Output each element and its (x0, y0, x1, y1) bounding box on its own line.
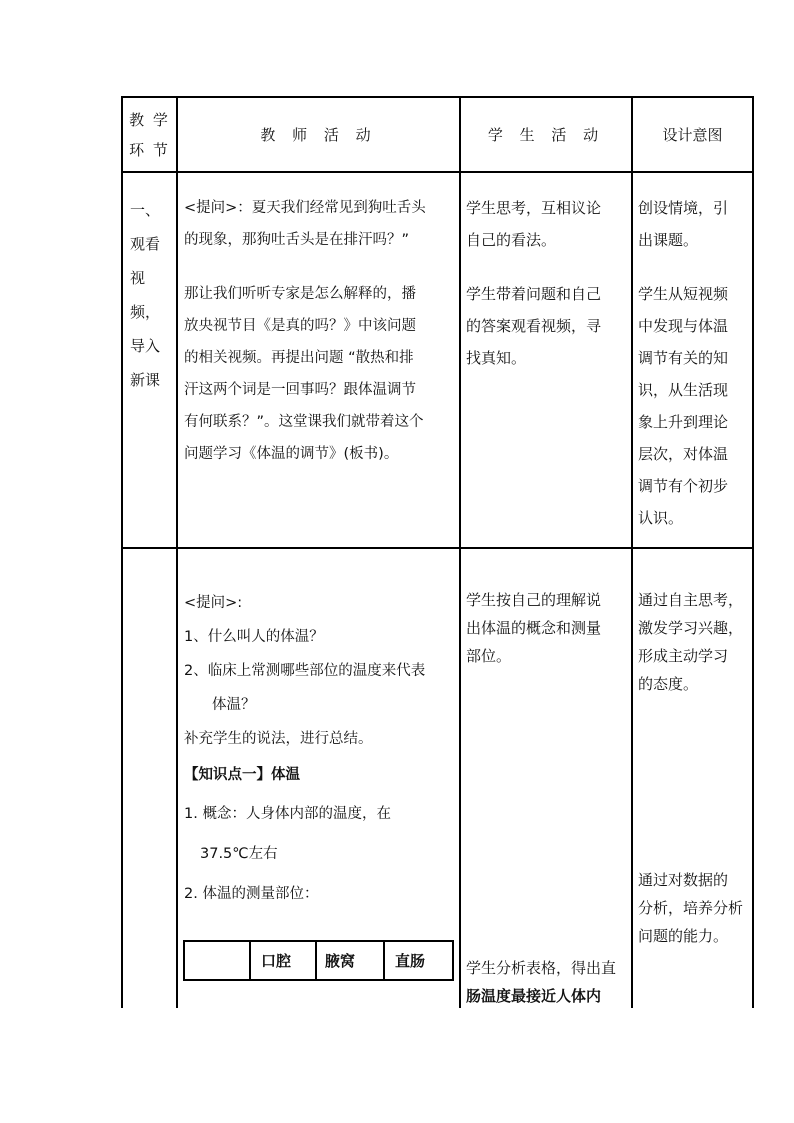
row1-student-activity (466, 192, 628, 374)
student-line: 学生带着问题和自己 (466, 285, 602, 303)
student-line: 自己的看法。 (466, 231, 557, 249)
intent-line: 识，从生活现 (638, 381, 729, 399)
measurement-mini-table (183, 940, 454, 981)
header-divider (121, 171, 754, 173)
student-line (466, 256, 628, 278)
student-line: 部位。 (466, 647, 512, 665)
column-divider (631, 96, 633, 1008)
mini-table-divider (383, 942, 385, 979)
header-stage-line: 环 节 (129, 141, 170, 159)
row1-stage (130, 193, 174, 397)
intent-line: 创设情境，引 (638, 199, 729, 217)
row2-design-intent-2 (638, 866, 750, 950)
table-border-right (752, 96, 754, 1008)
intent-line: 象上升到理论 (638, 413, 729, 431)
mini-table-divider (249, 942, 251, 979)
lesson-plan-table (121, 96, 754, 1008)
concept-line-continued: 37.5℃左右 (200, 846, 278, 862)
intent-line: 通过自主思考， (638, 591, 744, 609)
column-divider (459, 96, 461, 1008)
row2-design-intent-1 (638, 586, 750, 698)
mini-table-axilla: 腋窝 (325, 952, 356, 970)
intent-line: 层次，对体温 (638, 445, 729, 463)
teacher-line: 放央视节目《是真的吗？》中该问题 (184, 318, 416, 334)
student-line: 学生按自己的理解说 (466, 591, 602, 609)
intent-line: 中发现与体温 (638, 317, 729, 335)
stage-line: 导入 (130, 337, 161, 355)
intent-line: 调节有关的知 (638, 349, 729, 367)
intent-line: 出课题。 (638, 231, 699, 249)
stage-line: 一、 (130, 201, 161, 219)
stage-line: 视 (130, 269, 146, 287)
stage-line: 新课 (130, 371, 161, 389)
summary-note: 补充学生的说法，进行总结。 (184, 731, 373, 747)
mini-table-divider (315, 942, 317, 979)
question-label: <提问>: (184, 595, 243, 611)
stage-line: 频， (130, 303, 161, 321)
row2-teacher-activity (184, 586, 456, 914)
header-stage-line: 教 学 (129, 111, 170, 129)
header-stage (123, 98, 176, 171)
header-teacher-activity: 教 师 活 动 (260, 126, 377, 144)
question-1: 1、什么叫人的体温？ (184, 629, 324, 645)
row1-teacher-activity (184, 192, 456, 470)
student-line (466, 954, 630, 982)
mini-table-blank-cell (185, 942, 249, 979)
intent-line: 激发学习兴趣， (638, 619, 744, 637)
intent-line: 通过对数据的 (638, 871, 729, 889)
student-line: 的答案观看视频，寻 (466, 317, 602, 335)
mini-table-rectum: 直肠 (395, 952, 426, 970)
question-2: 2、临床上常测哪些部位的温度来代表 (184, 663, 426, 679)
student-line: 肠温度最接近人体内 (466, 987, 602, 1005)
teacher-line: 那让我们听听专家是怎么解释的，播 (184, 286, 416, 302)
knowledge-point-title: 【知识点一】体温 (184, 767, 300, 783)
stage-line: 观看 (130, 235, 161, 253)
student-line: 出体温的概念和测量 (466, 619, 602, 637)
mini-table-oral: 口腔 (261, 952, 292, 970)
header-design-intent: 设计意图 (662, 126, 723, 144)
row2-student-activity-2 (466, 954, 630, 1010)
intent-line: 问题的能力。 (638, 927, 729, 945)
intent-line: 形成主动学习 (638, 647, 729, 665)
intent-line: 调节有个初步 (638, 477, 729, 495)
column-divider (176, 96, 178, 1008)
row-divider (121, 547, 754, 549)
intent-line: 学生从短视频 (638, 285, 729, 303)
student-text: 学生分析表格，得出直 (466, 959, 617, 977)
concept-line: 1. 概念：人身体内部的温度，在 (184, 806, 391, 822)
intent-line: 分析，培养分析 (638, 899, 744, 917)
student-line: 学生思考，互相议论 (466, 199, 602, 217)
student-line: 找真知。 (466, 349, 527, 367)
teacher-line: 的相关视频。再提出问题 “散热和排 (184, 350, 414, 366)
table-border-left (121, 96, 123, 1008)
row1-design-intent (638, 192, 750, 534)
teacher-line: 有何联系？”。这堂课我们就带着这个 (184, 414, 424, 430)
teacher-line: 的现象，那狗吐舌头是在排汗吗？” (184, 232, 410, 248)
measurement-sites-line: 2. 体温的测量部位： (184, 886, 319, 902)
intent-line: 的态度。 (638, 675, 699, 693)
intent-line: 认识。 (638, 509, 684, 527)
teacher-line: 汗这两个词是一回事吗？跟体温调节 (184, 382, 416, 398)
question-2-continued: 体温？ (212, 697, 256, 713)
row2-student-activity-1 (466, 586, 628, 670)
header-student-activity: 学 生 活 动 (487, 126, 605, 144)
teacher-line: 问题学习《体温的调节》(板书)。 (184, 446, 399, 462)
intent-line (638, 256, 750, 278)
teacher-line: <提问>：夏天我们经常见到狗吐舌头 (184, 200, 426, 216)
teacher-line (184, 256, 456, 278)
